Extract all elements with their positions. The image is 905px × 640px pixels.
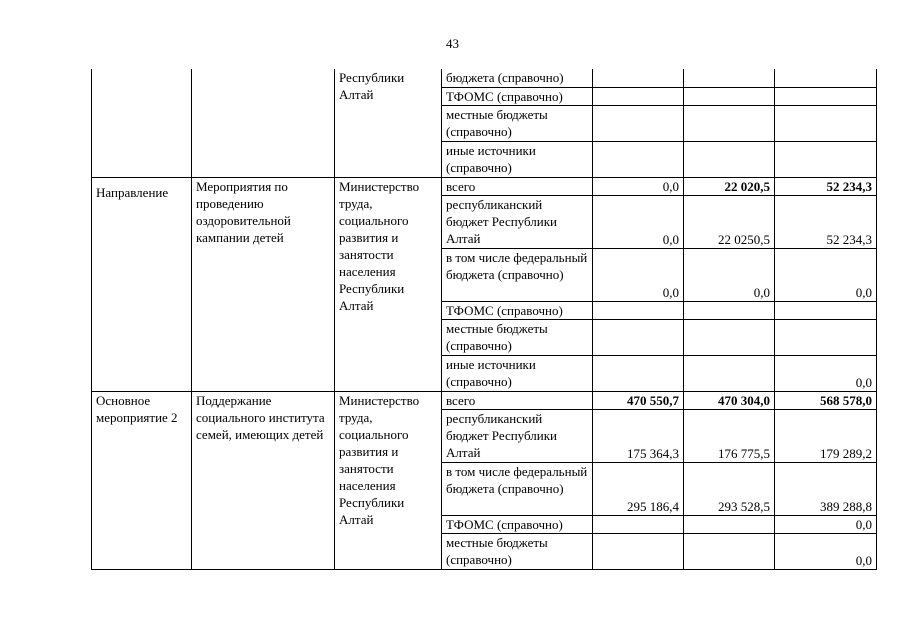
cell-value-year3 [775,319,877,355]
page-number: 43 [446,36,459,51]
table-row [92,177,877,195]
cell-value-year2 [684,319,775,355]
cell-value-year1: 470 550,7 [593,391,684,409]
cell-value-year1 [593,105,684,141]
cell-value-year2 [684,301,775,319]
cell-source: ТФОМС (справочно) [442,87,593,105]
cell-title: Мероприятия по проведению оздоровительной кампании детей [192,177,335,391]
cell-executor: Министерство труда, социального развития и занятости населения Республики Алтай [335,391,442,569]
cell-title: Поддержание социального института семей, имеющих детей [192,391,335,569]
cell-value-year2: 470 304,0 [684,391,775,409]
cell-value-year1 [593,141,684,177]
cell-value-year3: 0,0 [775,515,877,533]
cell-title [192,69,335,177]
cell-level [92,69,192,177]
cell-value-year3: 0,0 [775,248,877,301]
cell-value-year1: 0,0 [593,248,684,301]
cell-level: Направление [92,177,192,391]
cell-value-year3: 0,0 [775,533,877,569]
cell-source: бюджета (справочно) [442,69,593,87]
cell-source: иные источники (справочно) [442,355,593,391]
cell-value-year2 [684,355,775,391]
cell-value-year3 [775,69,877,87]
cell-value-year2 [684,515,775,533]
cell-value-year1: 175 364,3 [593,409,684,462]
cell-value-year1 [593,355,684,391]
cell-value-year3 [775,301,877,319]
cell-executor: Республики Алтай [335,69,442,177]
cell-source: местные бюджеты (справочно) [442,319,593,355]
cell-value-year1: 0,0 [593,195,684,248]
cell-source: иные источники (справочно) [442,141,593,177]
cell-value-year1 [593,69,684,87]
cell-value-year3: 568 578,0 [775,391,877,409]
cell-value-year3: 52 234,3 [775,177,877,195]
cell-source: местные бюджеты (справочно) [442,105,593,141]
cell-value-year1: 0,0 [593,177,684,195]
cell-value-year1 [593,319,684,355]
cell-value-year2: 22 0250,5 [684,195,775,248]
cell-executor: Министерство труда, социального развития и занятости населения Республики Алтай [335,177,442,391]
cell-value-year2: 176 775,5 [684,409,775,462]
cell-value-year2: 22 020,5 [684,177,775,195]
cell-value-year3: 52 234,3 [775,195,877,248]
cell-source: в том числе федеральный бюджета (справочно) [442,462,593,515]
cell-value-year2 [684,141,775,177]
cell-source: всего [442,391,593,409]
cell-value-year1 [593,87,684,105]
cell-value-year2 [684,533,775,569]
cell-value-year2 [684,87,775,105]
cell-value-year1 [593,515,684,533]
cell-value-year1 [593,301,684,319]
cell-value-year3: 0,0 [775,355,877,391]
cell-value-year2: 293 528,5 [684,462,775,515]
cell-source: всего [442,177,593,195]
budget-table [91,69,877,570]
cell-value-year3: 389 288,8 [775,462,877,515]
cell-value-year3 [775,141,877,177]
cell-source: ТФОМС (справочно) [442,301,593,319]
cell-value-year2 [684,105,775,141]
cell-source: в том числе федеральный бюджета (справочно) [442,248,593,301]
cell-source: республиканский бюджет Республики Алтай [442,409,593,462]
cell-value-year3: 179 289,2 [775,409,877,462]
cell-source: республиканский бюджет Республики Алтай [442,195,593,248]
cell-source: ТФОМС (справочно) [442,515,593,533]
cell-value-year3 [775,105,877,141]
cell-value-year2: 0,0 [684,248,775,301]
cell-value-year1: 295 186,4 [593,462,684,515]
cell-value-year3 [775,87,877,105]
cell-value-year2 [684,69,775,87]
table-row [92,69,877,87]
table-row [92,391,877,409]
cell-value-year1 [593,533,684,569]
cell-level: Основное мероприятие 2 [92,391,192,569]
cell-source: местные бюджеты (справочно) [442,533,593,569]
